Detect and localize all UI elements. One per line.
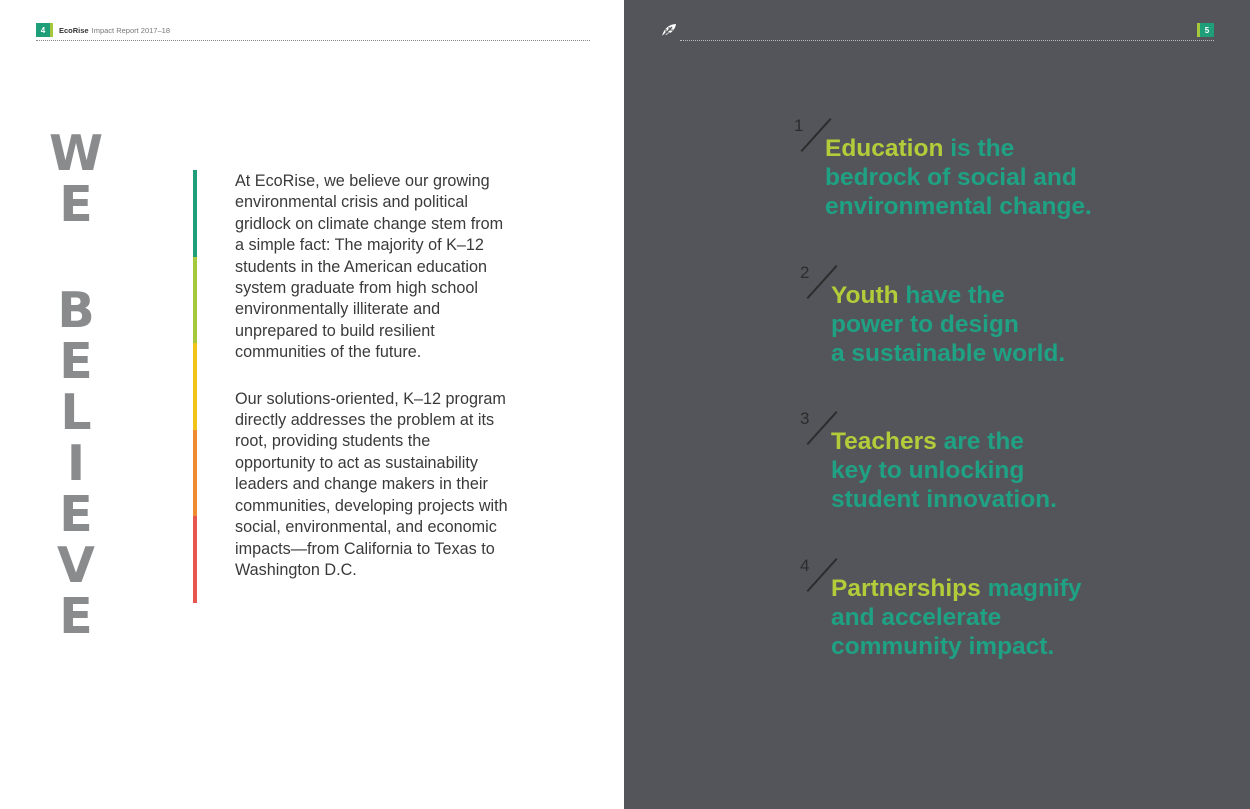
page-header-right (1197, 22, 1214, 38)
page-number-accent (50, 23, 53, 37)
paragraph: Our solutions-oriented, K–12 program directly addresses the problem at its root, providing students the opportunity to act as sustainability leaders and change makers in their communities, developing projects with social, environmental, and economic impacts—from California to Texas to Washington D.C. (235, 389, 508, 579)
belief-number: 2 (800, 263, 810, 282)
belief-line3: student innovation. (831, 486, 1057, 513)
belief-line2: and accelerate (831, 604, 1002, 631)
belief-lead: Education (825, 135, 944, 162)
heading-letter: W (48, 125, 104, 182)
belief-number: 4 (800, 556, 810, 575)
belief-line1: have the (898, 282, 1005, 309)
color-segment (193, 516, 197, 603)
belief-statement (831, 574, 1082, 661)
heading-letter: E (59, 176, 93, 233)
page-number-badge: 4 (36, 23, 50, 37)
color-segment (193, 343, 197, 430)
belief-line2: power to design (831, 311, 1019, 338)
belief-line2: key to unlocking (831, 457, 1025, 484)
header-divider (680, 40, 1214, 41)
belief-lead: Teachers (831, 428, 937, 455)
color-segment (193, 170, 197, 257)
heading-letter: B (57, 282, 95, 339)
leaf-icon (660, 22, 678, 38)
heading-letter: L (60, 384, 92, 441)
color-segment (193, 430, 197, 517)
page-number-badge: 5 (1200, 23, 1214, 37)
we-believe-heading (48, 125, 108, 645)
belief-line2: bedrock of social and (825, 164, 1077, 191)
color-segment (193, 257, 197, 344)
right-page (624, 0, 1250, 809)
belief-line1: are the (936, 428, 1024, 455)
belief-line3: a sustainable world. (831, 340, 1066, 367)
heading-letter: E (59, 588, 93, 645)
belief-line3: environmental change. (825, 193, 1092, 220)
left-page (0, 0, 624, 809)
belief-number: 3 (800, 409, 810, 428)
body-copy (235, 171, 510, 606)
heading-letter: V (57, 537, 95, 594)
heading-letter: E (59, 486, 93, 543)
heading-letter: E (59, 333, 93, 390)
color-stripe-bar (193, 170, 197, 603)
header-report-title: Impact Report 2017–18 (91, 25, 170, 35)
belief-lead: Youth (831, 282, 899, 309)
belief-line1: magnify (980, 575, 1082, 602)
heading-letter: I (66, 435, 86, 492)
page-header-left (36, 22, 170, 38)
belief-line3: community impact. (831, 633, 1055, 660)
belief-lead: Partnerships (831, 575, 981, 602)
belief-number: 1 (794, 116, 804, 135)
paragraph: At EcoRise, we believe our growing environmental crisis and political gridlock on climate change stem from a simple fact: The majority of K–12 students in the American education system graduate from high school environmentally illiterate and unprepared to build resilient communities of the future. (235, 172, 504, 362)
header-brand: EcoRise (59, 25, 89, 35)
belief-statement (831, 427, 1057, 514)
belief-statement (831, 281, 1065, 368)
header-divider (36, 40, 590, 41)
belief-statement (825, 134, 1092, 221)
belief-line1: is the (943, 135, 1015, 162)
